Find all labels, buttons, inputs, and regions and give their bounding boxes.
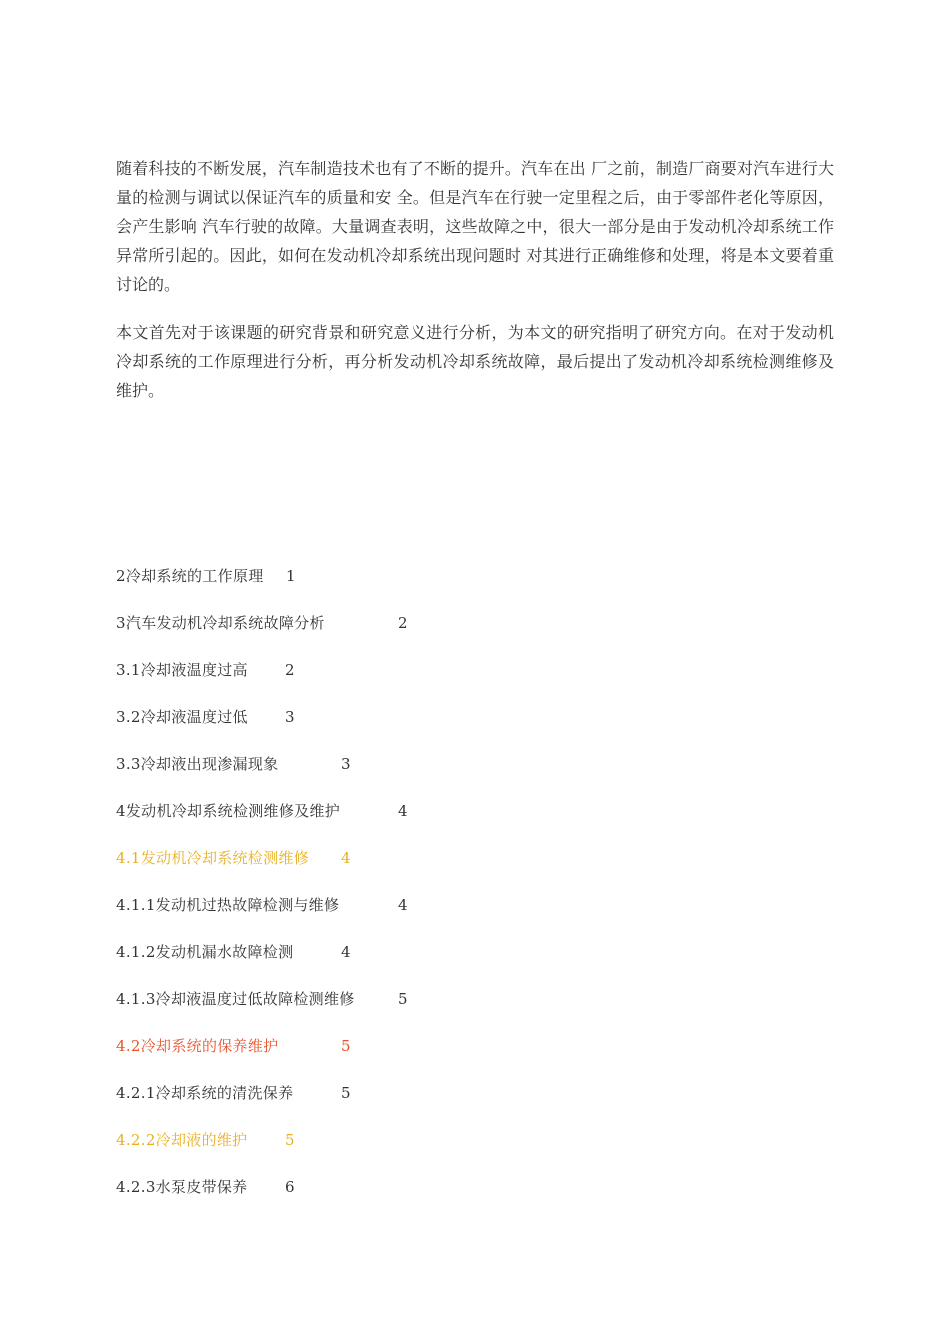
toc-entry-page: 1 <box>286 567 296 585</box>
toc-entry[interactable] <box>116 609 716 656</box>
toc-entry[interactable] <box>116 1173 716 1220</box>
toc-entry[interactable] <box>116 1032 716 1079</box>
toc-entry-title: 4.1.2发动机漏水故障检测 <box>116 943 294 961</box>
toc-entry-title: 4.1.1发动机过热故障检测与维修 <box>116 896 340 914</box>
abstract-paragraph-2: 本文首先对于该课题的研究背景和研究意义进行分析，为本文的研究指明了研究方向。在对于发动机冷却系统的工作原理进行分析，再分析发动机冷却系统故障，最后提出了发动机冷却系统检测维修及维护。 <box>116 323 834 400</box>
toc-entry-page: 2 <box>285 661 295 679</box>
toc-entry-page: 4 <box>341 943 351 961</box>
toc-entry-page: 4 <box>398 802 408 820</box>
toc-entry-title: 4.2.1冷却系统的清洗保养 <box>116 1084 294 1102</box>
toc-entry-title: 4.2冷却系统的保养维护 <box>116 1037 279 1055</box>
toc-entry-page: 2 <box>398 614 408 632</box>
toc-entry-title: 4发动机冷却系统检测维修及维护 <box>116 802 341 820</box>
toc-entry-title: 3.3冷却液出现渗漏现象 <box>116 755 279 773</box>
toc-entry-page: 4 <box>341 849 351 867</box>
toc-entry-page: 3 <box>341 755 351 773</box>
toc-entry-page: 6 <box>285 1178 295 1196</box>
toc-entry[interactable] <box>116 750 716 797</box>
toc-entry-page: 3 <box>285 708 295 726</box>
toc-entry-title: 4.2.2冷却液的维护 <box>116 1131 248 1149</box>
toc-entry-title: 3.1冷却液温度过高 <box>116 661 248 679</box>
toc-entry-title: 4.1发动机冷却系统检测维修 <box>116 849 310 867</box>
toc-entry[interactable] <box>116 985 716 1032</box>
toc-entry-page: 5 <box>341 1037 351 1055</box>
toc-entry[interactable] <box>116 562 716 609</box>
toc-entry[interactable] <box>116 938 716 985</box>
toc-entry[interactable] <box>116 1126 716 1173</box>
toc-entry[interactable] <box>116 891 716 938</box>
toc-entry[interactable] <box>116 703 716 750</box>
toc-entry-page: 5 <box>285 1131 295 1149</box>
toc-entry-page: 4 <box>398 896 408 914</box>
toc-entry-title: 3汽车发动机冷却系统故障分析 <box>116 614 325 632</box>
toc-entry-page: 5 <box>341 1084 351 1102</box>
toc-entry[interactable] <box>116 1079 716 1126</box>
toc-entry-title: 2冷却系统的工作原理 <box>116 567 264 585</box>
toc-entry[interactable] <box>116 656 716 703</box>
toc-entry-title: 4.1.3冷却液温度过低故障检测维修 <box>116 990 355 1008</box>
toc-entry-title: 4.2.3水泵皮带保养 <box>116 1178 248 1196</box>
table-of-contents <box>116 562 716 1220</box>
toc-entry-title: 3.2冷却液温度过低 <box>116 708 248 726</box>
toc-entry[interactable] <box>116 797 716 844</box>
toc-entry-page: 5 <box>398 990 408 1008</box>
abstract-paragraph-1: 随着科技的不断发展，汽车制造技术也有了不断的提升。汽车在出 厂之前，制造厂商要对汽车进行大量的检测与调试以保证汽车的质量和安 全。但是汽车在行驶一定里程之后，由于零部件老化等原因，会产生影响 汽车行驶的故障。大量调查表明，这些故障之中，很大一部分是由于发动机冷却系统工作异常所引起的。因此，如何在发动机冷却系统出现问题时 对其进行正确维修和处理，将是本文要着重讨论的。 <box>116 159 834 294</box>
toc-entry[interactable] <box>116 844 716 891</box>
